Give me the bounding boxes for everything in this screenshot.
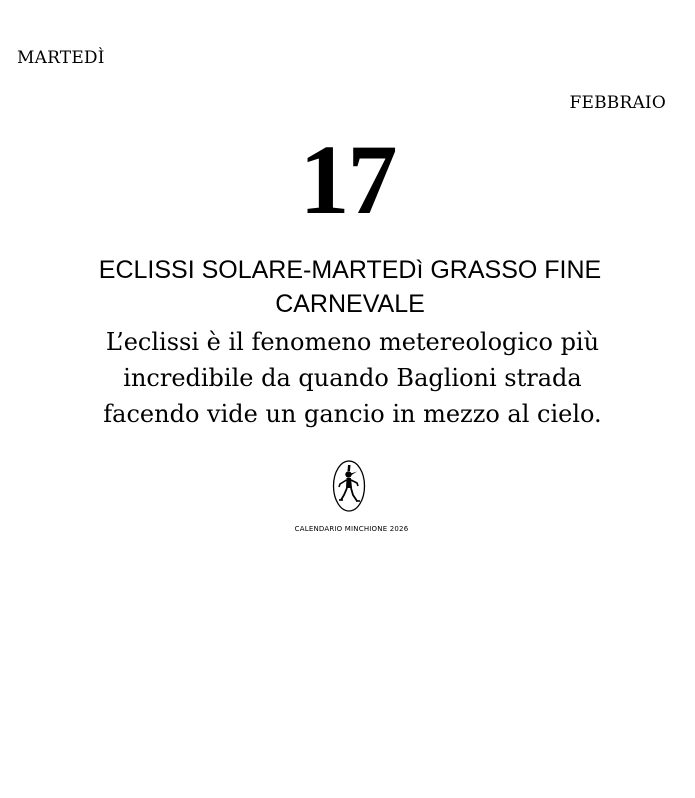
joke-line: facendo vide un gancio in mezzo al cielo. bbox=[103, 400, 602, 428]
day-number: 17 bbox=[299, 124, 396, 235]
month-label: FEBBRAIO bbox=[569, 93, 666, 113]
pinocchio-emblem-icon bbox=[331, 457, 367, 513]
event-title-line: CARNEVALE bbox=[275, 290, 425, 318]
joke-text bbox=[0, 324, 695, 432]
event-title bbox=[0, 253, 695, 321]
footer-label: CALENDARIO MINCHIONE 2026 bbox=[294, 525, 409, 533]
joke-line: incredibile da quando Baglioni strada bbox=[123, 364, 582, 392]
joke-line: L’eclissi è il fenomeno metereologico più bbox=[105, 328, 600, 356]
event-title-line: ECLISSI SOLARE-MARTEDì GRASSO FINE bbox=[98, 256, 602, 284]
weekday-label: MARTEDÌ bbox=[17, 48, 105, 68]
